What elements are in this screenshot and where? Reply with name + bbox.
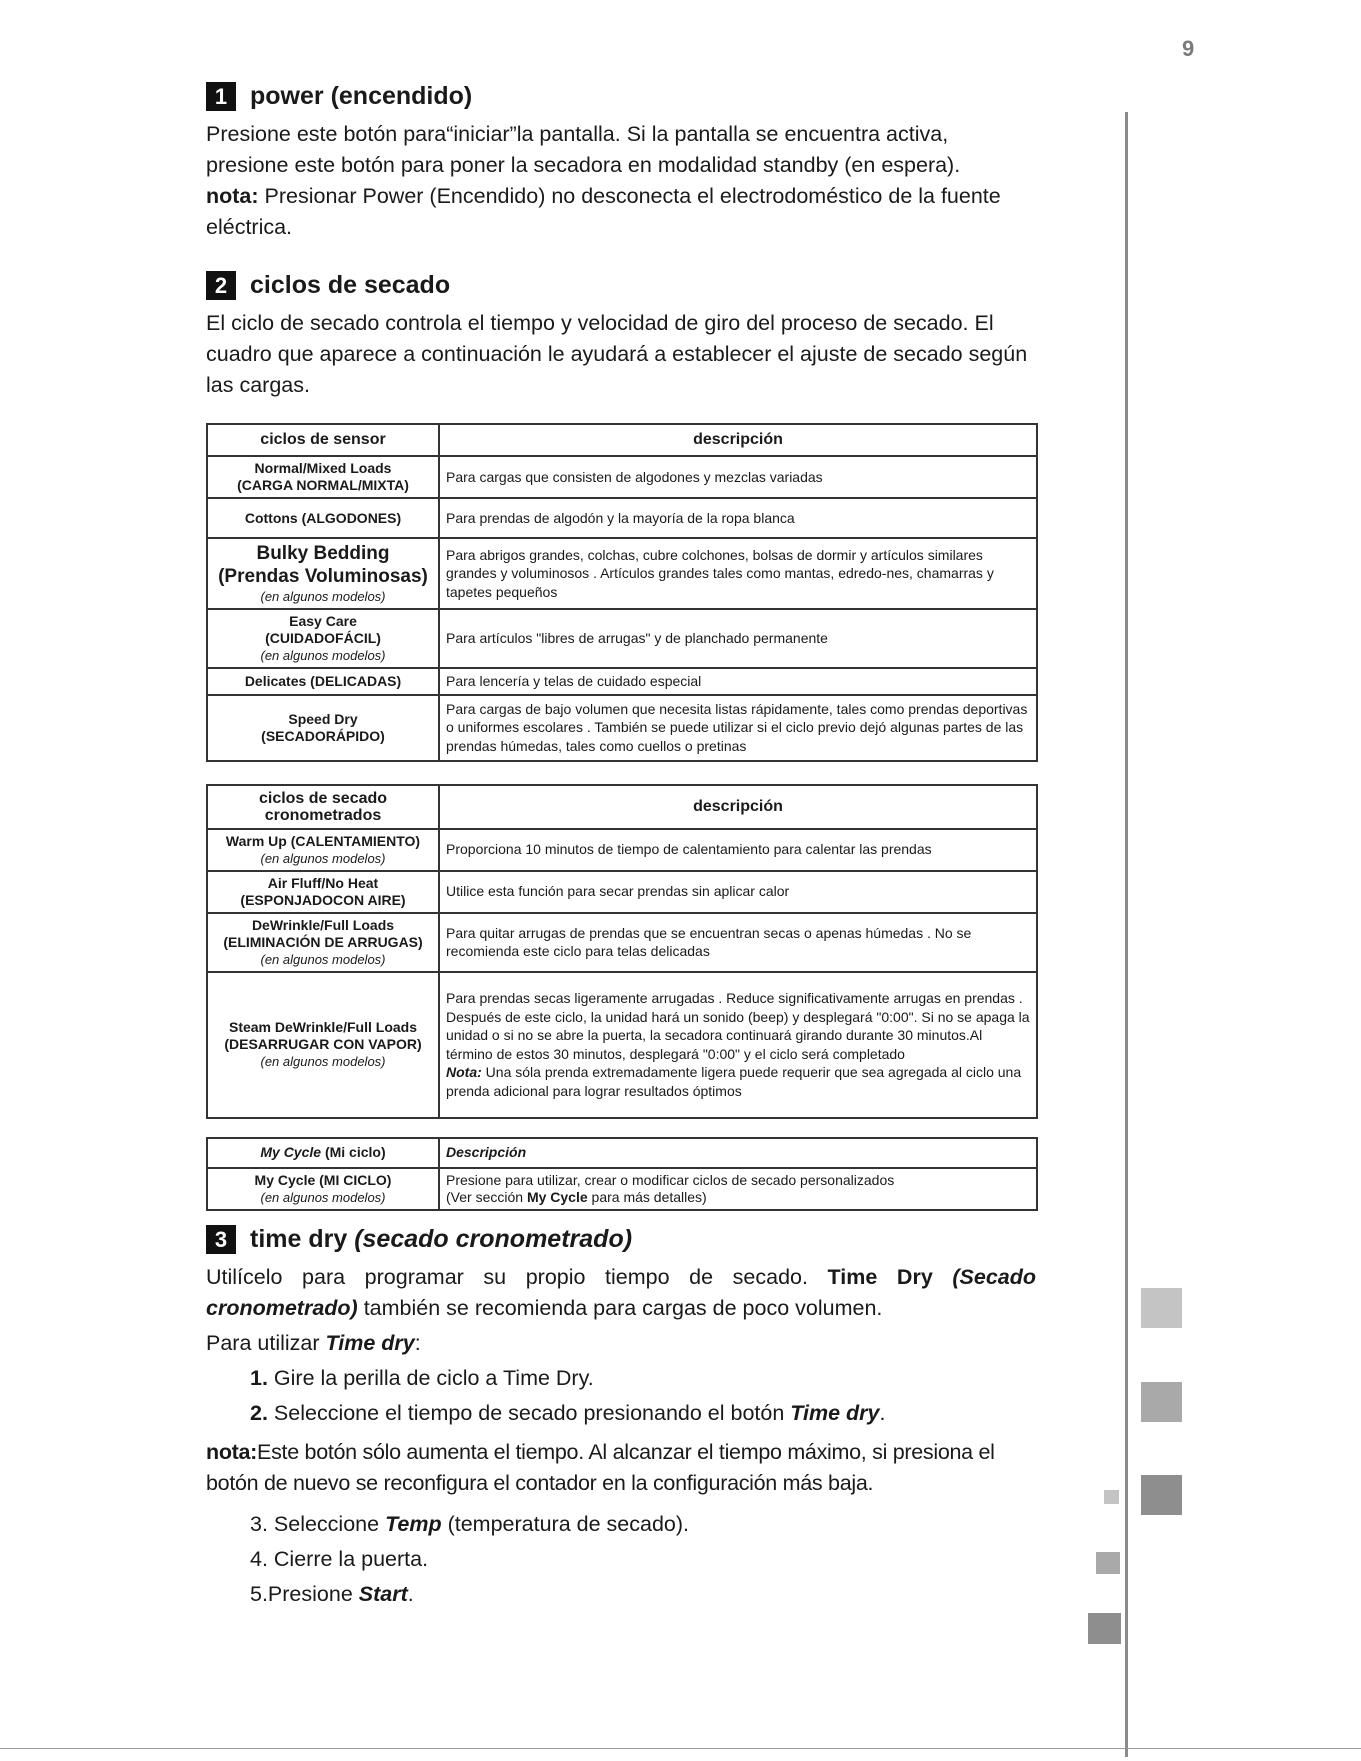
content bbox=[206, 82, 1036, 1610]
cycle-name bbox=[207, 695, 439, 761]
cycle-name-text: Bulky Bedding bbox=[256, 543, 390, 564]
cycle-name-text: Speed Dry bbox=[288, 710, 358, 727]
step-4: 4. Cierre la puerta. bbox=[250, 1546, 429, 1571]
cycle-name-sub: (SECADORÁPIDO) bbox=[261, 727, 385, 744]
step-text: Gire la perilla de ciclo a Time Dry. bbox=[267, 1365, 594, 1390]
step-a: 5.Presione bbox=[250, 1581, 359, 1606]
table-row bbox=[207, 695, 1037, 761]
time-dry-paragraph bbox=[206, 1262, 1036, 1324]
bottom-rule bbox=[0, 1748, 1361, 1749]
page-number: 9 bbox=[1182, 36, 1195, 61]
margin-tab-3 bbox=[1141, 1475, 1182, 1515]
p1-d: también se recomienda para cargas de poco volumen. bbox=[357, 1295, 883, 1320]
table-header: ciclos de secado cronometrados bbox=[207, 785, 439, 829]
step-5 bbox=[250, 1579, 1036, 1610]
step-c: (temperatura de secado). bbox=[441, 1511, 689, 1536]
time-dry-note bbox=[206, 1437, 1036, 1499]
cycle-name-sub: (Prendas Voluminosas) bbox=[218, 566, 428, 587]
cycle-name bbox=[207, 972, 439, 1118]
cycle-name-text: Easy Care bbox=[289, 613, 357, 629]
p1-b: Time Dry bbox=[827, 1264, 953, 1289]
header-italic: My Cycle bbox=[260, 1144, 322, 1160]
note-text: Este botón sólo aumenta el tiempo. Al alcanzar el tiempo máximo, si presiona el botón de nuevo se reconfigura el contador en la configuración más baja. bbox=[206, 1439, 995, 1495]
p2-c: : bbox=[414, 1330, 421, 1355]
table-row bbox=[207, 609, 1037, 668]
cycle-desc: Para prendas de algodón y la mayoría de la ropa blanca bbox=[439, 498, 1037, 538]
table-header-row bbox=[207, 424, 1037, 456]
p2-a: Para utilizar bbox=[206, 1330, 326, 1355]
section-title: ciclos de secado bbox=[250, 271, 451, 299]
cycle-desc: Para cargas que consisten de algodones y mezclas variadas bbox=[439, 456, 1037, 498]
cycle-name bbox=[207, 871, 439, 913]
table-header bbox=[207, 1138, 439, 1168]
cycles-paragraph: El ciclo de secado controla el tiempo y velocidad de giro del proceso de secado. El cuadro que aparece a continuación le ayudará a establecer el ajuste de secado según las cargas. bbox=[206, 311, 1028, 397]
cycle-name-text: Air Fluff/No Heat bbox=[267, 874, 379, 891]
title-bold: time dry bbox=[250, 1224, 355, 1253]
section-title bbox=[250, 1225, 632, 1254]
table-header-row bbox=[207, 1138, 1037, 1168]
table-row bbox=[207, 972, 1037, 1118]
step-end: . bbox=[879, 1400, 886, 1425]
cycle-name bbox=[207, 456, 439, 498]
table-header: descripción bbox=[439, 424, 1037, 456]
models-note: (en algunos modelos) bbox=[260, 1054, 386, 1069]
margin-tab-1 bbox=[1141, 1288, 1182, 1328]
cycle-desc: Para quitar arrugas de prendas que se encuentran secas o apenas húmedas . No se recomienda este ciclo para telas delicadas bbox=[439, 913, 1037, 972]
timed-cycles-table bbox=[206, 784, 1038, 1119]
time-dry-usage bbox=[206, 1328, 1036, 1359]
cycle-name-text: My Cycle (MI CICLO) bbox=[254, 1171, 392, 1188]
table-header-row bbox=[207, 785, 1037, 829]
note-label: nota: bbox=[206, 184, 259, 208]
step-num: 2. bbox=[250, 1400, 268, 1425]
step-a: 3. Seleccione bbox=[250, 1511, 386, 1536]
step-c: . bbox=[407, 1581, 414, 1606]
step-1 bbox=[250, 1363, 1036, 1394]
note-text: Una sóla prenda extremadamente ligera puede requerir que sea agregada al ciclo una prenda adicional para lograr resultados óptimos bbox=[446, 1064, 1022, 1099]
sensor-cycles-table bbox=[206, 423, 1038, 762]
step-bold: Time dry bbox=[790, 1400, 880, 1425]
step-text: Seleccione el tiempo de secado presionando el botón bbox=[267, 1400, 791, 1425]
vertical-rule bbox=[1125, 112, 1128, 1757]
section-heading-power bbox=[206, 82, 1036, 111]
table-row bbox=[207, 538, 1037, 609]
table-row bbox=[207, 1168, 1037, 1210]
models-note: (en algunos modelos) bbox=[260, 589, 386, 604]
margin-mark-1 bbox=[1104, 1490, 1119, 1504]
margin-mark-2 bbox=[1096, 1552, 1120, 1574]
table-row bbox=[207, 498, 1037, 538]
step-3 bbox=[250, 1509, 1036, 1540]
margin-mark-3 bbox=[1088, 1613, 1121, 1644]
table-row bbox=[207, 668, 1037, 695]
p1-a: Utilícelo para programar su propio tiempo de secado. bbox=[206, 1264, 828, 1289]
cycle-name-text: DeWrinkle/Full Loads bbox=[251, 916, 395, 933]
cycle-desc-text: Para prendas secas ligeramente arrugadas . Reduce significativamente arrugas en prendas . Después de este ciclo, la unidad hará un sonido (beep) y desplegará "0:00". Si no se apaga la unidad o si no se abre la puerta, la secadora continuará girando durante 30 minutos.Al término de estos 30 minutos, desplegará "0:00" y el ciclo será completado bbox=[446, 990, 1030, 1062]
cycle-desc: Para artículos "libres de arrugas" y de planchado permanente bbox=[439, 609, 1037, 668]
cycle-name bbox=[207, 538, 439, 609]
cycle-desc: Utilice esta función para secar prendas sin aplicar calor bbox=[439, 871, 1037, 913]
cycle-name-text: Steam DeWrinkle/Full Loads bbox=[228, 1019, 417, 1035]
cycle-name-sub: (CUIDADOFÁCIL) bbox=[265, 630, 381, 646]
step-2 bbox=[250, 1398, 1036, 1429]
table-row bbox=[207, 871, 1037, 913]
models-note: (en algunos modelos) bbox=[260, 850, 386, 866]
cycle-desc: Para cargas de bajo volumen que necesita listas rápidamente, tales como prendas deportivas o uniformes escolares . También se puede utilizar si el ciclo previo dejó algunas partes de las prendas húmedas, tales como cuellos o pretinas bbox=[439, 695, 1037, 761]
cycle-name-sub: (DESARRUGAR CON VAPOR) bbox=[224, 1036, 422, 1052]
cycle-desc bbox=[439, 972, 1037, 1118]
cycle-name bbox=[207, 829, 439, 871]
cycle-name bbox=[207, 1168, 439, 1210]
steps-list-2 bbox=[206, 1509, 1036, 1610]
cycle-name-sub: (CARGA NORMAL/MIXTA) bbox=[237, 477, 409, 493]
header-rest: (Mi ciclo) bbox=[321, 1144, 386, 1160]
ref-c: para más detalles) bbox=[587, 1188, 707, 1205]
mycycle-table bbox=[206, 1137, 1038, 1211]
cycle-desc-text: Presione para utilizar, crear o modificar ciclos de secado personalizados bbox=[446, 1171, 895, 1188]
cycle-name bbox=[207, 913, 439, 972]
cycle-name-text: Normal/Mixed Loads bbox=[254, 460, 392, 476]
steps-list bbox=[206, 1363, 1036, 1429]
cycle-desc: Para lencería y telas de cuidado especial bbox=[439, 668, 1037, 695]
title-italic: (secado cronometrado) bbox=[354, 1224, 633, 1253]
cycle-name-sub: (ELIMINACIÓN DE ARRUGAS) bbox=[223, 933, 423, 950]
section-number: 2 bbox=[206, 271, 236, 300]
note-label: nota: bbox=[206, 1439, 258, 1464]
models-note: (en algunos modelos) bbox=[260, 648, 386, 663]
power-note bbox=[206, 181, 1036, 243]
cycle-name-text: Warm Up (CALENTAMIENTO) bbox=[225, 832, 421, 849]
ref-a: (Ver sección bbox=[446, 1188, 527, 1205]
step-b: Temp bbox=[385, 1511, 442, 1536]
step-num: 1. bbox=[250, 1365, 268, 1390]
table-header: descripción bbox=[439, 785, 1037, 829]
power-paragraph: Presione este botón para“iniciar”la pantalla. Si la pantalla se encuentra activa, presione este botón para poner la secadora en modalidad standby (en espera). bbox=[206, 122, 961, 177]
section-heading-time-dry bbox=[206, 1225, 1036, 1254]
cycle-desc: Proporciona 10 minutos de tiempo de calentamiento para calentar las prendas bbox=[439, 829, 1037, 871]
ref-b: My Cycle bbox=[526, 1188, 588, 1205]
p2-b: Time dry bbox=[325, 1330, 415, 1355]
models-note: (en algunos modelos) bbox=[260, 1189, 386, 1205]
cycle-name-sub: (ESPONJADOCON AIRE) bbox=[240, 891, 406, 908]
cycle-name: Cottons (ALGODONES) bbox=[207, 498, 439, 538]
step-b: Start bbox=[358, 1581, 408, 1606]
table-row bbox=[207, 456, 1037, 498]
note-label: Nota: bbox=[446, 1064, 482, 1080]
note-text: Presionar Power (Encendido) no desconecta el electrodoméstico de la fuente eléctrica. bbox=[206, 184, 1001, 239]
cycle-desc bbox=[439, 1168, 1037, 1210]
table-row bbox=[207, 913, 1037, 972]
cycle-name bbox=[207, 609, 439, 668]
margin-tab-2 bbox=[1141, 1382, 1182, 1422]
section-number: 3 bbox=[206, 1225, 236, 1254]
table-row bbox=[207, 829, 1037, 871]
models-note: (en algunos modelos) bbox=[260, 951, 386, 967]
section-number: 1 bbox=[206, 82, 236, 111]
cycle-desc-ref bbox=[446, 1189, 1030, 1206]
section-heading-cycles bbox=[206, 271, 1036, 300]
cycle-desc: Para abrigos grandes, colchas, cubre colchones, bolsas de dormir y artículos similares grandes y voluminosos . Artículos grandes tales como mantas, edredo-nes, chamarras y tapetes pequeños bbox=[439, 538, 1037, 609]
table-header: Descripción bbox=[439, 1138, 1037, 1168]
p1-c: (Secado cronometrado) bbox=[206, 1264, 1036, 1320]
cycle-name: Delicates (DELICADAS) bbox=[207, 668, 439, 695]
section-title: power (encendido) bbox=[250, 82, 473, 110]
table-header: ciclos de sensor bbox=[207, 424, 439, 456]
